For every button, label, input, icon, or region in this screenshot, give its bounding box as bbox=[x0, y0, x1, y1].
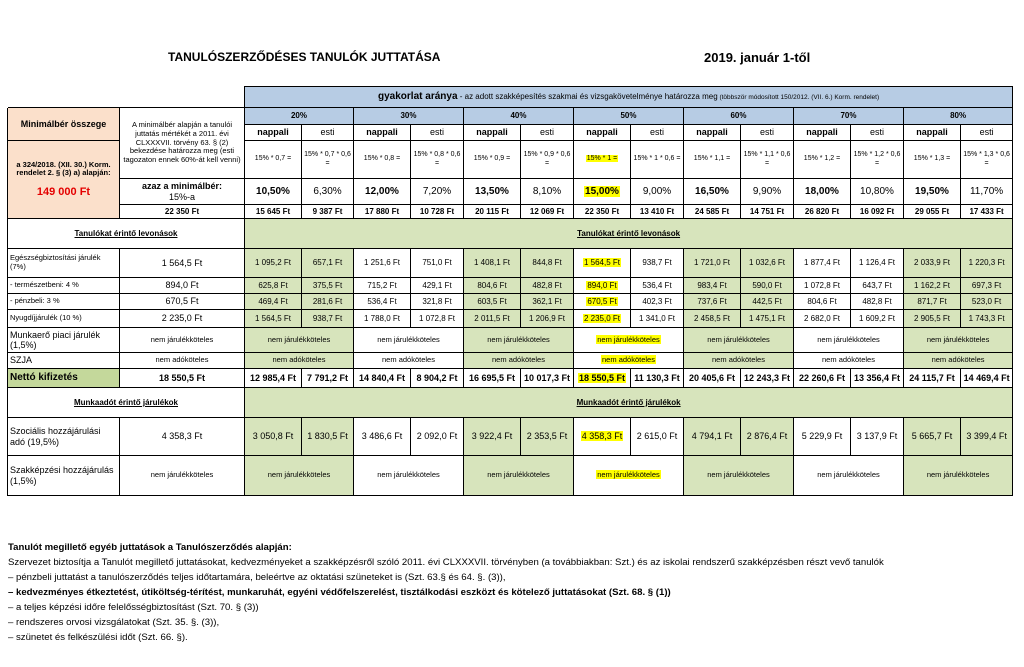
esti-formula: 15% * 0,9 * 0,6 = bbox=[521, 141, 574, 179]
esti-amount: 14 751 Ft bbox=[741, 205, 794, 219]
row-value: 625,8 Ft bbox=[245, 278, 302, 294]
row-value: 1 408,1 Ft bbox=[464, 249, 521, 278]
row-value: 1 721,0 Ft bbox=[684, 249, 741, 278]
row-value: 10 017,3 Ft bbox=[521, 369, 574, 388]
row-value: 3 137,9 Ft bbox=[851, 418, 904, 456]
nappali-percent: 10,50% bbox=[245, 179, 302, 205]
row-value: 697,3 Ft bbox=[961, 278, 1013, 294]
nappali-amount: 24 585 Ft bbox=[684, 205, 741, 219]
nappali-amount: 20 115 Ft bbox=[464, 205, 521, 219]
nappali-percent: 16,50% bbox=[684, 179, 741, 205]
nappali-header: nappali bbox=[684, 125, 741, 141]
pct-header: 30% bbox=[354, 108, 464, 125]
row-label: Egészségbiztosítási járulék (7%) bbox=[8, 249, 120, 278]
table-row bbox=[8, 278, 1013, 294]
table-row bbox=[8, 418, 1013, 456]
esti-header: esti bbox=[521, 125, 574, 141]
row-value: 536,4 Ft bbox=[631, 278, 684, 294]
notes-section bbox=[8, 540, 884, 645]
esti-formula: 15% * 1,3 * 0,6 = bbox=[961, 141, 1013, 179]
nappali-header: nappali bbox=[464, 125, 521, 141]
row-value: 469,4 Ft bbox=[245, 294, 302, 310]
minimalber-note: A minimálbér alapján a tanulói juttatás mértékét a 2011. évi CLXXXVII. törvény 63. § (2) bekezdése határozza meg (esti tagozaton ennek 60%-át kell venni) bbox=[120, 108, 245, 179]
table-row bbox=[8, 310, 1013, 328]
row-base: 4 358,3 Ft bbox=[120, 418, 245, 456]
nappali-amount: 26 820 Ft bbox=[794, 205, 851, 219]
nappali-formula: 15% * 1 = bbox=[574, 141, 631, 179]
pct-header: 60% bbox=[684, 108, 794, 125]
row-value: 2 235,0 Ft bbox=[574, 310, 631, 328]
row-value: nem adóköteles bbox=[464, 353, 574, 369]
row-value: 14 469,4 Ft bbox=[961, 369, 1013, 388]
nappali-formula: 15% * 0,8 = bbox=[354, 141, 411, 179]
row-value: 1 788,0 Ft bbox=[354, 310, 411, 328]
row-value: nem járulékköteles bbox=[574, 328, 684, 353]
row-value: 2 353,5 Ft bbox=[521, 418, 574, 456]
table-row bbox=[8, 328, 1013, 353]
row-value: 657,1 Ft bbox=[302, 249, 354, 278]
row-value: 1 830,5 Ft bbox=[302, 418, 354, 456]
row-value: 1 877,4 Ft bbox=[794, 249, 851, 278]
row-value: nem járulékköteles bbox=[464, 456, 574, 496]
row-value: 16 695,5 Ft bbox=[464, 369, 521, 388]
row-value: 603,5 Ft bbox=[464, 294, 521, 310]
esti-amount: 13 410 Ft bbox=[631, 205, 684, 219]
esti-formula: 15% * 0,8 * 0,6 = bbox=[411, 141, 464, 179]
nappali-amount: 17 880 Ft bbox=[354, 205, 411, 219]
row-value: 1 095,2 Ft bbox=[245, 249, 302, 278]
nappali-header: nappali bbox=[794, 125, 851, 141]
row-value: nem járulékköteles bbox=[354, 328, 464, 353]
table-row bbox=[8, 456, 1013, 496]
row-value: 20 405,6 Ft bbox=[684, 369, 741, 388]
row-value: nem járulékköteles bbox=[684, 456, 794, 496]
azaz-cell: azaz a minimálbér: 15%-a bbox=[120, 179, 245, 205]
esti-percent: 9,90% bbox=[741, 179, 794, 205]
row-value: 1 475,1 Ft bbox=[741, 310, 794, 328]
row-value: 482,8 Ft bbox=[521, 278, 574, 294]
nappali-formula: 15% * 1,2 = bbox=[794, 141, 851, 179]
levonasok-heading-right: Tanulókat érintő levonások bbox=[245, 219, 1013, 249]
esti-amount: 10 728 Ft bbox=[411, 205, 464, 219]
row-label: Nettó kifizetés bbox=[8, 369, 120, 388]
esti-formula: 15% * 0,7 * 0,6 = bbox=[302, 141, 354, 179]
row-value: 3 050,8 Ft bbox=[245, 418, 302, 456]
nappali-formula: 15% * 1,3 = bbox=[904, 141, 961, 179]
munkaado-heading-left: Munkaadót érintő járulékok bbox=[8, 388, 245, 418]
row-value: 3 486,6 Ft bbox=[354, 418, 411, 456]
esti-percent: 11,70% bbox=[961, 179, 1013, 205]
row-value: 362,1 Ft bbox=[521, 294, 574, 310]
row-value: nem adóköteles bbox=[574, 353, 684, 369]
row-value: 1 072,8 Ft bbox=[411, 310, 464, 328]
row-value: 751,0 Ft bbox=[411, 249, 464, 278]
row-value: nem járulékköteles bbox=[464, 328, 574, 353]
row-value: nem adóköteles bbox=[245, 353, 354, 369]
row-value: 938,7 Ft bbox=[631, 249, 684, 278]
notes-item: – rendszeres orvosi vizsgálatokat (Szt. 35. §. (3)), bbox=[8, 617, 220, 628]
row-value: 18 550,5 Ft bbox=[574, 369, 631, 388]
minimalber-amount: 149 000 Ft bbox=[36, 185, 91, 198]
row-value: 1 220,3 Ft bbox=[961, 249, 1013, 278]
esti-header: esti bbox=[631, 125, 684, 141]
row-value: nem járulékköteles bbox=[354, 456, 464, 496]
nappali-header: nappali bbox=[245, 125, 302, 141]
row-base: nem adóköteles bbox=[120, 353, 245, 369]
notes-item: – kedvezményes étkeztetést, útiköltség-térítést, munkaruhát, egyéni védőfelszerelést, tisztálkodási eszközt és kötelező juttatásokat (Szt. 68. § (1)) bbox=[8, 587, 671, 598]
row-value: nem járulékköteles bbox=[794, 328, 904, 353]
esti-amount: 9 387 Ft bbox=[302, 205, 354, 219]
pct-header: 20% bbox=[245, 108, 354, 125]
row-value: 737,6 Ft bbox=[684, 294, 741, 310]
row-value: 894,0 Ft bbox=[574, 278, 631, 294]
row-value: 2 682,0 Ft bbox=[794, 310, 851, 328]
row-value: nem járulékköteles bbox=[904, 456, 1013, 496]
row-value: 13 356,4 Ft bbox=[851, 369, 904, 388]
esti-formula: 15% * 1,1 * 0,6 = bbox=[741, 141, 794, 179]
row-base: 894,0 Ft bbox=[120, 278, 245, 294]
row-value: 1 126,4 Ft bbox=[851, 249, 904, 278]
esti-percent: 6,30% bbox=[302, 179, 354, 205]
esti-header: esti bbox=[302, 125, 354, 141]
row-value: nem adóköteles bbox=[794, 353, 904, 369]
levonasok-heading-left: Tanulókat érintő levonások bbox=[8, 219, 245, 249]
row-label: - természetbeni: 4 % bbox=[8, 278, 120, 294]
row-value: 402,3 Ft bbox=[631, 294, 684, 310]
row-value: 938,7 Ft bbox=[302, 310, 354, 328]
munkaado-heading-right: Munkaadót érintő járulékok bbox=[245, 388, 1013, 418]
row-value: 670,5 Ft bbox=[574, 294, 631, 310]
nappali-header: nappali bbox=[904, 125, 961, 141]
row-value: 1 743,3 Ft bbox=[961, 310, 1013, 328]
row-value: nem járulékköteles bbox=[245, 456, 354, 496]
nappali-header: nappali bbox=[354, 125, 411, 141]
esti-header: esti bbox=[411, 125, 464, 141]
row-value: 1 609,2 Ft bbox=[851, 310, 904, 328]
row-value: 4 358,3 Ft bbox=[574, 418, 631, 456]
row-value: nem adóköteles bbox=[684, 353, 794, 369]
row-value: 871,7 Ft bbox=[904, 294, 961, 310]
row-value: nem adóköteles bbox=[904, 353, 1013, 369]
page-title: TANULÓSZERZŐDÉSES TANULÓK JUTTATÁSA bbox=[168, 50, 441, 64]
esti-percent: 10,80% bbox=[851, 179, 904, 205]
row-base: 2 235,0 Ft bbox=[120, 310, 245, 328]
pct-header: 70% bbox=[794, 108, 904, 125]
row-label: - pénzbeli: 3 % bbox=[8, 294, 120, 310]
row-value: 804,6 Ft bbox=[464, 278, 521, 294]
table-row bbox=[8, 388, 1013, 418]
row-value: 12 985,4 Ft bbox=[245, 369, 302, 388]
row-value: 8 904,2 Ft bbox=[411, 369, 464, 388]
row-value: nem járulékköteles bbox=[245, 328, 354, 353]
row-value: 11 130,3 Ft bbox=[631, 369, 684, 388]
row-value: 844,8 Ft bbox=[521, 249, 574, 278]
row-value: nem adóköteles bbox=[354, 353, 464, 369]
row-value: nem járulékköteles bbox=[684, 328, 794, 353]
row-base: nem járulékköteles bbox=[120, 456, 245, 496]
row-base: nem járulékköteles bbox=[120, 328, 245, 353]
nappali-amount: 22 350 Ft bbox=[574, 205, 631, 219]
row-value: 523,0 Ft bbox=[961, 294, 1013, 310]
table-row bbox=[8, 369, 1013, 388]
row-base: 18 550,5 Ft bbox=[120, 369, 245, 388]
row-value: 1 341,0 Ft bbox=[631, 310, 684, 328]
row-value: 2 615,0 Ft bbox=[631, 418, 684, 456]
row-value: 3 922,4 Ft bbox=[464, 418, 521, 456]
row-label: SZJA bbox=[8, 353, 120, 369]
row-value: 14 840,4 Ft bbox=[354, 369, 411, 388]
row-value: 2 092,0 Ft bbox=[411, 418, 464, 456]
nappali-formula: 15% * 0,9 = bbox=[464, 141, 521, 179]
pct-header: 40% bbox=[464, 108, 574, 125]
nappali-formula: 15% * 0,7 = bbox=[245, 141, 302, 179]
row-value: 983,4 Ft bbox=[684, 278, 741, 294]
row-value: 5 229,9 Ft bbox=[794, 418, 851, 456]
row-label: Munkaerő piaci járulék (1,5%) bbox=[8, 328, 120, 353]
row-label: Szociális hozzájárulási adó (19,5%) bbox=[8, 418, 120, 456]
esti-percent: 8,10% bbox=[521, 179, 574, 205]
row-value: 321,8 Ft bbox=[411, 294, 464, 310]
row-value: 1 206,9 Ft bbox=[521, 310, 574, 328]
row-value: 643,7 Ft bbox=[851, 278, 904, 294]
row-value: 375,5 Ft bbox=[302, 278, 354, 294]
notes-item: – a teljes képzési időre felelősségbiztosítást (Szt. 70. § (3)) bbox=[8, 602, 259, 613]
nappali-percent: 12,00% bbox=[354, 179, 411, 205]
nappali-percent: 18,00% bbox=[794, 179, 851, 205]
table-row bbox=[8, 353, 1013, 369]
minimalber-label: Minimálbér összege bbox=[8, 108, 120, 141]
nappali-percent: 19,50% bbox=[904, 179, 961, 205]
row-value: 7 791,2 Ft bbox=[302, 369, 354, 388]
row-label: Nyugdíjjárulék (10 %) bbox=[8, 310, 120, 328]
nappali-percent: 13,50% bbox=[464, 179, 521, 205]
row-value: 2 458,5 Ft bbox=[684, 310, 741, 328]
row-value: 4 794,1 Ft bbox=[684, 418, 741, 456]
row-value: 2 876,4 Ft bbox=[741, 418, 794, 456]
esti-percent: 7,20% bbox=[411, 179, 464, 205]
rendelet-cell: a 324/2018. (XII. 30.) Korm. rendelet 2. § (3) a) alapján: 149 000 Ft bbox=[8, 141, 120, 219]
nappali-formula: 15% * 1,1 = bbox=[684, 141, 741, 179]
row-value: 715,2 Ft bbox=[354, 278, 411, 294]
row-value: 2 905,5 Ft bbox=[904, 310, 961, 328]
notes-item: – szünetet és felkészülési időt (Szt. 66. §). bbox=[8, 632, 188, 643]
row-value: 804,6 Ft bbox=[794, 294, 851, 310]
row-value: 281,6 Ft bbox=[302, 294, 354, 310]
row-value: 442,5 Ft bbox=[741, 294, 794, 310]
row-value: 482,8 Ft bbox=[851, 294, 904, 310]
row-value: 3 399,4 Ft bbox=[961, 418, 1013, 456]
row-value: 536,4 Ft bbox=[354, 294, 411, 310]
esti-header: esti bbox=[851, 125, 904, 141]
row-value: 429,1 Ft bbox=[411, 278, 464, 294]
row-value: 1 564,5 Ft bbox=[574, 249, 631, 278]
esti-header: esti bbox=[961, 125, 1013, 141]
esti-header: esti bbox=[741, 125, 794, 141]
pct-header: 50% bbox=[574, 108, 684, 125]
row-value: 1 564,5 Ft bbox=[245, 310, 302, 328]
notes-intro: Szervezet biztosítja a Tanulót megillető juttatásokat, kedvezményeket a szakképzésről szóló 2011. évi CLXXXVII. törvényben (a továbbiakban: Szt.) és az iskolai rendszerű szakképzésben részt vevő tanulók bbox=[8, 557, 884, 568]
notes-heading: Tanulót megillető egyéb juttatások a Tanulószerződés alapján: bbox=[8, 542, 292, 553]
row-value: 24 115,7 Ft bbox=[904, 369, 961, 388]
row-value: 22 260,6 Ft bbox=[794, 369, 851, 388]
azaz-value: 22 350 Ft bbox=[120, 205, 245, 219]
row-value: 5 665,7 Ft bbox=[904, 418, 961, 456]
nappali-amount: 15 645 Ft bbox=[245, 205, 302, 219]
gyakorlat-header: gyakorlat aránya - az adott szakképesítés szakmai és vizsgakövetelménye határozza meg (többször módosított 150/2012. (VII. 6.) Korm. rendelet) bbox=[245, 87, 1013, 108]
row-value: 590,0 Ft bbox=[741, 278, 794, 294]
nappali-header: nappali bbox=[574, 125, 631, 141]
esti-amount: 17 433 Ft bbox=[961, 205, 1013, 219]
row-value: 2 011,5 Ft bbox=[464, 310, 521, 328]
nappali-amount: 29 055 Ft bbox=[904, 205, 961, 219]
row-value: nem járulékköteles bbox=[574, 456, 684, 496]
row-value: 1 251,6 Ft bbox=[354, 249, 411, 278]
notes-item: – pénzbeli juttatást a tanulószerződés teljes időtartamára, beleértve az oktatási szüneteket is (Szt. 63.§ és 64. §. (3)), bbox=[8, 572, 506, 583]
esti-formula: 15% * 1,2 * 0,6 = bbox=[851, 141, 904, 179]
row-value: 1 162,2 Ft bbox=[904, 278, 961, 294]
row-label: Szakképzési hozzájárulás (1,5%) bbox=[8, 456, 120, 496]
row-value: 1 032,6 Ft bbox=[741, 249, 794, 278]
juttatas-table bbox=[7, 86, 1013, 496]
row-value: 12 243,3 Ft bbox=[741, 369, 794, 388]
esti-amount: 16 092 Ft bbox=[851, 205, 904, 219]
row-value: nem járulékköteles bbox=[794, 456, 904, 496]
nappali-percent: 15,00% bbox=[574, 179, 631, 205]
row-value: nem járulékköteles bbox=[904, 328, 1013, 353]
table-row bbox=[8, 249, 1013, 278]
row-value: 1 072,8 Ft bbox=[794, 278, 851, 294]
row-base: 670,5 Ft bbox=[120, 294, 245, 310]
esti-percent: 9,00% bbox=[631, 179, 684, 205]
esti-amount: 12 069 Ft bbox=[521, 205, 574, 219]
row-value: 2 033,9 Ft bbox=[904, 249, 961, 278]
pct-header: 80% bbox=[904, 108, 1013, 125]
esti-formula: 15% * 1 * 0,6 = bbox=[631, 141, 684, 179]
row-base: 1 564,5 Ft bbox=[120, 249, 245, 278]
date-title: 2019. január 1-től bbox=[704, 50, 811, 65]
table-row bbox=[8, 294, 1013, 310]
